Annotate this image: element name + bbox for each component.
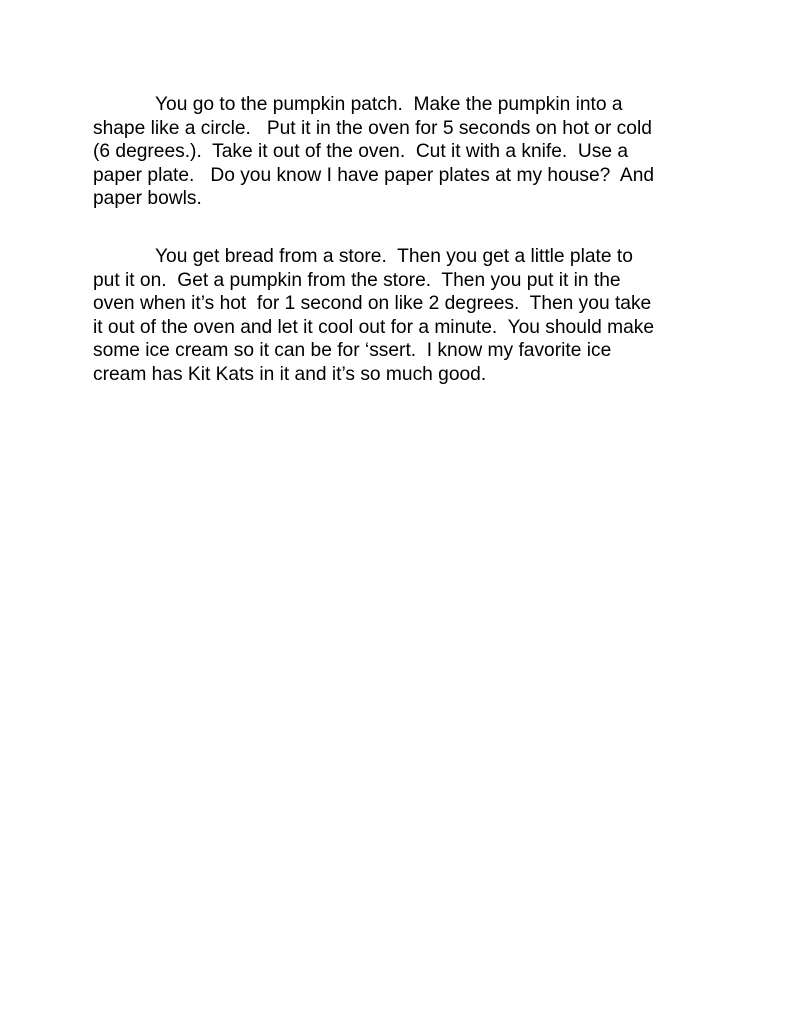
paragraph-line: oven when it’s hot for 1 second on like 2 degrees. Then you take: [93, 293, 652, 314]
paragraph-line: paper plate. Do you know I have paper plates at my house? And: [93, 164, 655, 186]
paragraph-line: it out of the oven and let it cool out for a minute. You should make: [93, 316, 655, 338]
paragraph-bread-store: [93, 245, 713, 386]
paragraph-line: paper bowls.: [93, 188, 202, 209]
paragraph-pumpkin-patch: [93, 93, 713, 211]
paragraph-line: You get bread from a store. Then you get a little plate to: [155, 246, 633, 267]
paragraph-line: cream has Kit Kats in it and it’s so much good.: [93, 363, 487, 385]
paragraph-line: put it on. Get a pumpkin from the store. Then you put it in the: [93, 269, 621, 291]
paragraph-line: You go to the pumpkin patch. Make the pumpkin into a: [155, 94, 623, 115]
paragraph-line: shape like a circle. Put it in the oven for 5 seconds on hot or cold: [93, 117, 652, 139]
paragraph-line: some ice cream so it can be for ‘ssert. I know my favorite ice: [93, 340, 612, 361]
paragraph-line: (6 degrees.). Take it out of the oven. Cut it with a knife. Use a: [93, 141, 629, 162]
